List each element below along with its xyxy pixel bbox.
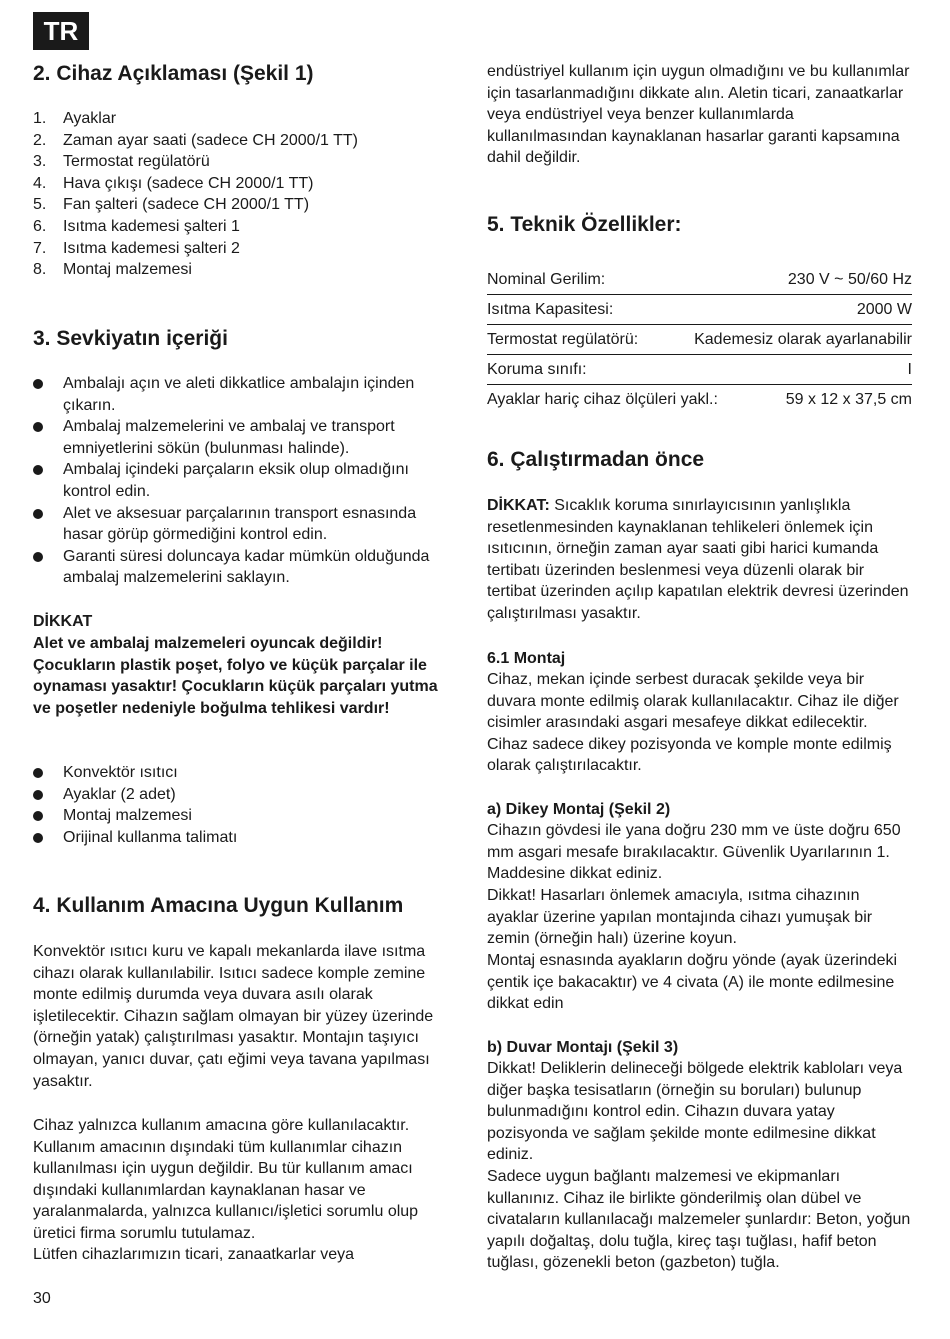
- list-item: Orijinal kullanma talimatı: [33, 827, 458, 849]
- list-item: Montaj malzemesi: [33, 805, 458, 827]
- bullet-icon: [33, 379, 43, 389]
- bullet-icon: [33, 552, 43, 562]
- list-item: Garanti süresi doluncaya kadar mümkün olduğunda ambalaj malzemelerini saklayın.: [33, 546, 458, 589]
- wall-mount-materials: Sadece uygun bağlantı malzemesi ve ekipmanları kullanınız. Cihaz ile birlikte gönderilmiş olan dübel ve civataların kullanılacağı malzemeler şunlardır: Beton, yoğun yapılı doğaltaş, dolu tuğla, kireç taşı tuğlası, hafif beton tuğlası, gözenekli beton (gazbeton) tuğla.: [487, 1168, 911, 1272]
- vertical-mount-caution: Dikkat! Hasarları önlemek amacıyla, ısıtma cihazının ayaklar üzerine yapılan montajında cihazı yumuşak bir zemin (örneğin halı) üzerine koyun.: [487, 887, 873, 948]
- warning-text: Alet ve ambalaj malzemeleri oyuncak değildir! Çocukların plastik poşet, folyo ve küçük parçalar ile oynaması yasaktır! Çocukların küçük parçaları yutma ve poşetler nedeniyle boğulma tehlikesi vardır!: [33, 635, 438, 717]
- vertical-mount-text: Cihazın gövdesi ile yana doğru 230 mm ve üste doğru 650 mm asgari mesafe bırakılacaktır. Güvenlik Uyarılarının 1. Maddesine dikkat ediniz.: [487, 822, 901, 883]
- usage-paragraph-continued: Lütfen cihazlarımızın ticari, zanaatkarlar veya: [33, 1246, 355, 1263]
- list-item: 2. Zaman ayar saati (sadece CH 2000/1 TT): [33, 131, 358, 149]
- bullet-icon: [33, 833, 43, 843]
- table-row: Isıtma Kapasitesi: 2000 W: [487, 295, 912, 325]
- list-item: Alet ve aksesuar parçalarının transport esnasında hasar görüp görmediğini kontrol edin.: [33, 503, 458, 546]
- bullet-icon: [33, 465, 43, 475]
- language-badge: TR: [33, 12, 89, 50]
- list-item: Ambalaj içindeki parçaların eksik olup olmadığını kontrol edin.: [33, 459, 458, 502]
- parts-list: [33, 108, 458, 281]
- list-item: 4. Hava çıkışı (sadece CH 2000/1 TT): [33, 174, 314, 192]
- bullet-icon: [33, 422, 43, 432]
- bullet-icon: [33, 790, 43, 800]
- list-item: 7. Isıtma kademesi şalteri 2: [33, 239, 240, 257]
- section-5-title: 5. Teknik Özellikler:: [487, 213, 682, 236]
- list-item: 8. Montaj malzemesi: [33, 261, 192, 279]
- bullet-icon: [33, 509, 43, 519]
- list-item: 3. Termostat regülatörü: [33, 153, 210, 171]
- section-6-title: 6. Çalıştırmadan önce: [487, 448, 705, 471]
- table-row: Termostat regülatörü: Kademesiz olarak ayarlanabilir: [487, 325, 912, 355]
- list-item: Konvektör ısıtıcı: [33, 762, 458, 784]
- list-item: 6. Isıtma kademesi şalteri 1: [33, 217, 240, 235]
- table-row: Ayaklar hariç cihaz ölçüleri yakl.: 59 x 12 x 37,5 cm: [487, 391, 912, 408]
- section-2-title: 2. Cihaz Açıklaması (Şekil 1): [33, 62, 314, 85]
- list-item: Ayaklar (2 adet): [33, 784, 458, 806]
- section-3-title: 3. Sevkiyatın içeriği: [33, 327, 228, 350]
- list-item: 5. Fan şalteri (sadece CH 2000/1 TT): [33, 196, 310, 214]
- list-item: 1. Ayaklar: [33, 110, 117, 127]
- wall-mount-title: b) Duvar Montajı (Şekil 3): [487, 1039, 679, 1056]
- section-4-title: 4. Kullanım Amacına Uygun Kullanım: [33, 894, 404, 917]
- intended-use-paragraph: Konvektör ısıtıcı kuru ve kapalı mekanlarda ilave ısıtma cihazı olarak kullanılabilir. Isıtıcı sadece komple zemine monte edilmiş durumda veya duvara asılı olarak işletilecektir. Cihazın sağlam olmayan bir yüzey üzerinde (örneğin yatak) çalıştırılması yasaktır. Montajın taşıyıcı olmayan, yanıcı duvar, çatı eğimi veya tavana yapılması yasaktır.: [33, 943, 434, 1090]
- section-6-1-text: Cihaz, mekan içinde serbest duracak şekilde veya bir duvara monte edilmiş olarak kullanılacaktır. Cihaz ile diğer cisimler arasındaki asgari mesafeye dikkat edilecektir. Cihaz sadece dikey pozisyonda ve komple monte edilmiş olarak çalıştırılacaktır.: [487, 671, 899, 775]
- warning-title: DİKKAT: [33, 613, 93, 630]
- unpacking-steps: [33, 373, 458, 589]
- list-item: Ambalajı açın ve aleti dikkatlice ambalajın içinden çıkarın.: [33, 373, 458, 416]
- specs-table: [487, 265, 912, 414]
- wall-mount-text: Dikkat! Deliklerin delineceği bölgede elektrik kabloları veya diğer başka tesisatların (örneğin su boruları) bulunup bulunmadığını kontrol edin. Cihazın duvara yatay pozisyonda ve sağlam şekilde monte edilmesine dikkat ediniz.: [487, 1060, 903, 1164]
- table-row: Koruma sınıfı: I: [487, 355, 912, 385]
- bullet-icon: [33, 811, 43, 821]
- section-6-1-title: 6.1 Montaj: [487, 650, 566, 667]
- package-contents: [33, 762, 458, 848]
- list-item: Ambalaj malzemelerini ve ambalaj ve transport emniyetlerini sökün (bulunması halinde).: [33, 416, 458, 459]
- table-row: Nominal Gerilim: 230 V ~ 50/60 Hz: [487, 265, 912, 295]
- commercial-use-paragraph: endüstriyel kullanım için uygun olmadığını ve bu kullanımlar için tasarlanmadığını dikkate alın. Aletin ticari, zanaatkarlar veya endüstriyel veya benzer kullanımlarda kullanılmasından kaynaklanan hasarlar garanti kapsamına dahil değildir.: [487, 63, 910, 167]
- page-number: 30: [33, 1290, 51, 1307]
- vertical-mount-title: a) Dikey Montaj (Şekil 2): [487, 801, 671, 818]
- usage-paragraph: Cihaz yalnızca kullanım amacına göre kullanılacaktır. Kullanım amacının dışındaki tüm kullanımlar cihazın kullanılması için uygun değildir. Bu tür kullanım amacı dışındaki kullanımlardan kaynaklanan hasar ve yaralanmalarda, yalnızca kullanıcı/işletici sorumlu olup üretici firma sorumlu tutulamaz.: [33, 1117, 419, 1242]
- operation-warning: DİKKAT: Sıcaklık koruma sınırlayıcısının yanlışlıkla resetlenmesinden kaynaklanan tehlikeleri önlemek için ısıtıcının, örneğin zaman ayar saati gibi harici kumanda tertibatı üzerinden beslenmesi veya düzenli olarak bir tertibat üzerinden açılıp kapatılan elektrik devresi üzerinden çalıştırılması yasaktır.: [487, 497, 909, 622]
- bullet-icon: [33, 768, 43, 778]
- vertical-mount-assembly: Montaj esnasında ayakların doğru yönde (ayak üzerindeki çentik içe bakacaktır) ve 4 civata (A) ile monte edilmesine dikkat edin: [487, 952, 898, 1013]
